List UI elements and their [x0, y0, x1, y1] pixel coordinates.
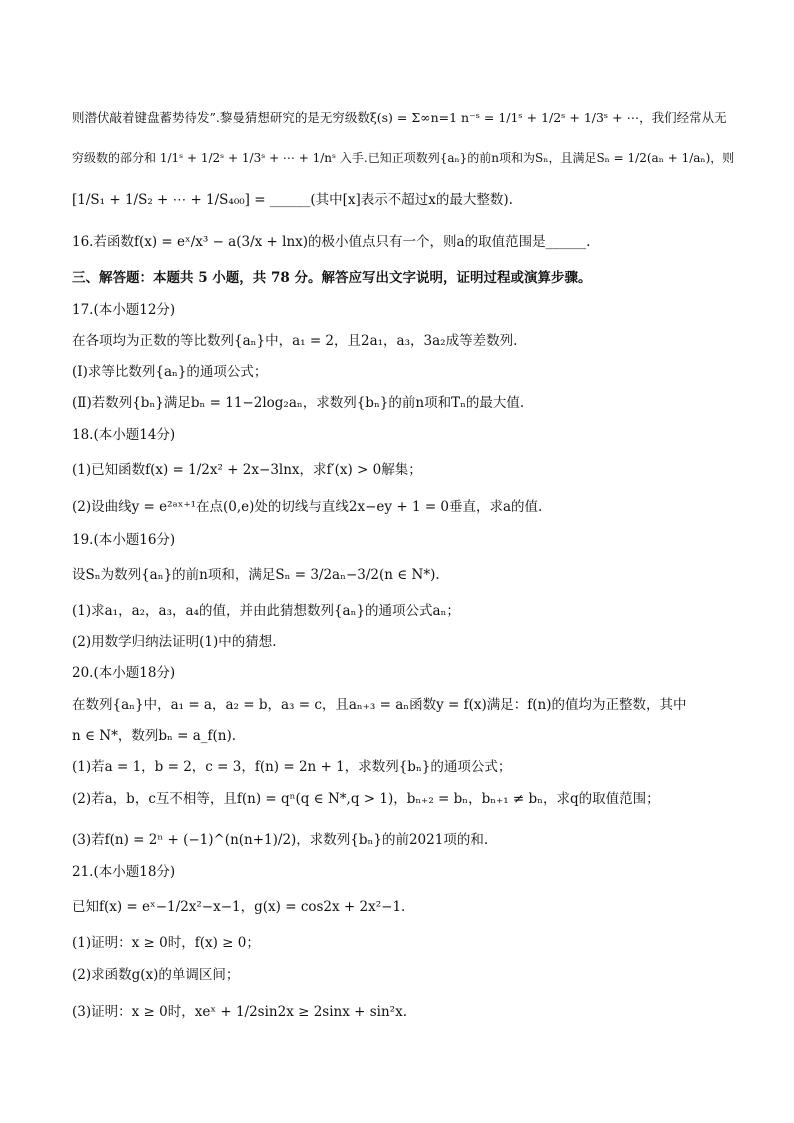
- problem-17-part-1: (Ⅰ)求等比数列{aₙ}的通项公式；: [72, 364, 268, 380]
- problem-21-part-2: (2)求函数g(x)的单调区间；: [72, 967, 240, 983]
- problem-21-header: 21.(本小题18分): [72, 864, 176, 880]
- problem-20-part-2: (2)若a，b，c互不相等，且f(n) = qⁿ(q ∈ N*,q > 1)，bₙ₊₂ = bₙ，bₙ₊₁ ≠ bₙ，求q的取值范围；: [72, 791, 660, 807]
- problem-20-header: 20.(本小题18分): [72, 665, 176, 681]
- problem-20-part-3: (3)若f(n) = 2ⁿ + (−1)^(n(n+1)/2)，求数列{bₙ}的前2021项的和.: [72, 832, 489, 848]
- problem-17-part-2: (Ⅱ)若数列{bₙ}满足bₙ = 11−2log₂aₙ，求数列{bₙ}的前n项和Tₙ的最大值.: [72, 395, 525, 411]
- problem-19-part-2: (2)用数学归纳法证明(1)中的猜想.: [72, 634, 277, 650]
- problem-21-part-1: (1)证明：x ≥ 0时，f(x) ≥ 0；: [72, 935, 260, 951]
- problem-17-stem: 在各项均为正数的等比数列{aₙ}中，a₁ = 2，且2a₁，a₃，3a₂成等差数列.: [72, 333, 518, 349]
- problem-20-stem-line-1: 在数列{aₙ}中，a₁ = a，a₂ = b，a₃ = c，且aₙ₊₃ = aₙ函数y = f(x)满足：f(n)的值均为正整数，其中: [72, 697, 687, 713]
- problem-20-stem-line-2: n ∈ N*，数列bₙ = a_f(n).: [72, 728, 237, 744]
- problem-15-text-line-1: 则潜伏敲着键盘蓄势待发”.黎曼猜想研究的是无穷级数ξ(s) = Σ∞n=1 n⁻ˢ = 1/1ˢ + 1/2ˢ + 1/3ˢ + ⋯，我们经常从无: [72, 110, 727, 125]
- section-heading: 三、解答题：本题共 5 小题，共 78 分。解答应写出文字说明，证明过程或演算步骤。: [72, 270, 592, 286]
- problem-18-part-1: (1)已知函数f(x) = 1/2x² + 2x−3lnx，求f′(x) > 0解集；: [72, 462, 422, 478]
- problem-19-header: 19.(本小题16分): [72, 532, 176, 548]
- problem-15-text-line-3: [1/S₁ + 1/S₂ + ⋯ + 1/S₄₀₀] = ______(其中[x]表示不超过x的最大整数).: [72, 192, 513, 208]
- problem-19-part-1: (1)求a₁，a₂，a₃，a₄的值，并由此猜想数列{aₙ}的通项公式aₙ；: [72, 603, 460, 619]
- problem-18-part-2: (2)设曲线y = e²ᵃˣ⁺¹在点(0,e)处的切线与直线2x−ey + 1 = 0垂直，求a的值.: [72, 499, 543, 515]
- problem-21-part-3: (3)证明：x ≥ 0时，xeˣ + 1/2sin2x ≥ 2sinx + sin²x.: [72, 1004, 407, 1020]
- problem-16-text: 16.若函数f(x) = eˣ/x³ − a(3/x + lnx)的极小值点只有一个，则a的取值范围是______.: [72, 234, 591, 250]
- problem-19-stem: 设Sₙ为数列{aₙ}的前n项和，满足Sₙ = 3/2aₙ−3/2(n ∈ N*).: [72, 567, 440, 583]
- problem-18-header: 18.(本小题14分): [72, 427, 176, 443]
- problem-21-stem: 已知f(x) = eˣ−1/2x²−x−1，g(x) = cos2x + 2x²−1.: [72, 899, 406, 915]
- problem-17-header: 17.(本小题12分): [72, 302, 176, 318]
- problem-20-part-1: (1)若a = 1，b = 2，c = 3，f(n) = 2n + 1，求数列{bₙ}的通项公式；: [72, 759, 512, 775]
- problem-15-text-line-2: 穷级数的部分和 1/1ˢ + 1/2ˢ + 1/3ˢ + ⋯ + 1/nˢ 入手.已知正项数列{aₙ}的前n项和为Sₙ，且满足Sₙ = 1/2(aₙ + 1/aₙ)，则: [72, 151, 735, 165]
